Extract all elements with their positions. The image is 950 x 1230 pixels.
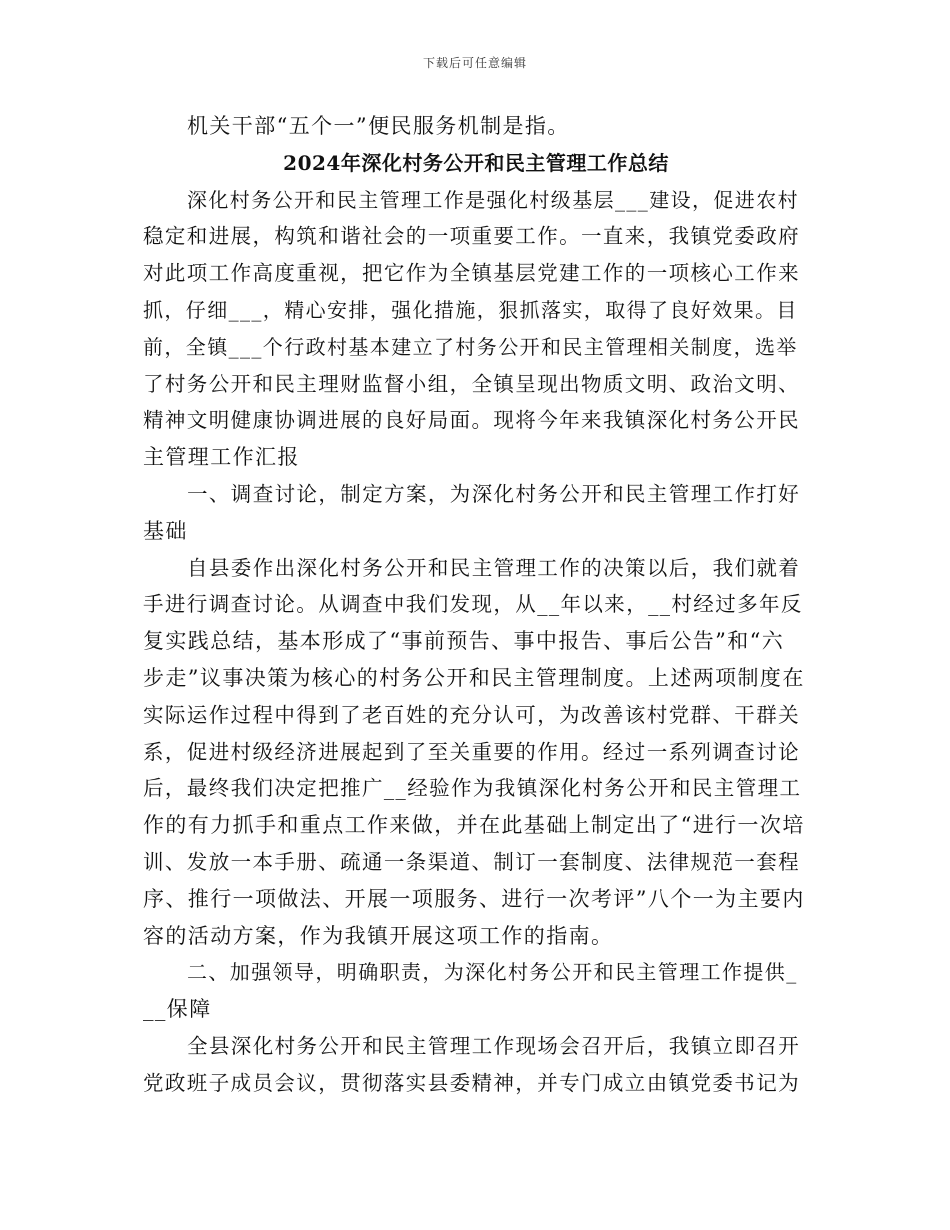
text-line: 全县深化村务公开和民主管理工作现场会召开后，我镇立即召开 — [187, 1033, 801, 1058]
text-line: 对此项工作高度重视，把它作为全镇基层党建工作的一项核心工作来 — [143, 261, 800, 286]
text-line: 了村务公开和民主理财监督小组，全镇呈现出物质文明、政治文明、 — [143, 371, 800, 396]
document-body — [143, 108, 809, 1102]
text-line: 机关干部“五个一”便民服务机制是指。 — [187, 114, 570, 138]
document-title: 2024年深化村务公开和民主管理工作总结 — [283, 150, 669, 175]
text-line: 二、加强领导，明确职责，为深化村务公开和民主管理工作提供_ — [187, 960, 798, 985]
text-line: 自县委作出深化村务公开和民主管理工作的决策以后，我们就着 — [187, 555, 801, 580]
text-line: 一、调查讨论，制定方案，为深化村务公开和民主管理工作打好 — [187, 481, 801, 506]
text-line: 抓，仔细___，精心安排，强化措施，狠抓落实，取得了良好效果。目 — [143, 297, 798, 322]
text-line: 前，全镇___个行政村基本建立了村务公开和民主管理相关制度，选举 — [143, 334, 798, 359]
header-note: 下载后可任意编辑 — [422, 56, 527, 70]
text-line: 党政班子成员会议，贯彻落实县委精神，并专门成立由镇党委书记为 — [143, 1070, 800, 1095]
text-line: 系，促进村级经济进展起到了至关重要的作用。经过一系列调查讨论 — [143, 739, 800, 764]
text-line: 稳定和进展，构筑和谐社会的一项重要工作。一直来，我镇党委政府 — [143, 224, 800, 249]
text-line: 实际运作过程中得到了老百姓的充分认可，为改善该村党群、干群关 — [143, 702, 800, 727]
text-line: 序、推行一项做法、开展一项服务、进行一次考评”八个一为主要内 — [143, 886, 805, 911]
text-line: 主管理工作汇报 — [143, 445, 300, 470]
text-line: 深化村务公开和民主管理工作是强化村级基层___建设，促进农村 — [187, 187, 799, 212]
text-line: 手进行调查讨论。从调查中我们发现，从__年以来，__村经过多年反 — [143, 592, 803, 617]
text-line: 作的有力抓手和重点工作来做，并在此基础上制定出了“进行一次培 — [143, 813, 805, 838]
text-line: 容的活动方案，作为我镇开展这项工作的指南。 — [143, 923, 614, 948]
text-line: 步走”议事决策为核心的村务公开和民主管理制度。上述两项制度在 — [143, 665, 805, 690]
text-line: 训、发放一本手册、疏通一条渠道、制订一套制度、法律规范一套程 — [143, 849, 800, 874]
text-line: __保障 — [143, 997, 212, 1022]
text-line: 精神文明健康协调进展的良好局面。现将今年来我镇深化村务公开民 — [143, 408, 800, 433]
text-line: 后，最终我们决定把推广__经验作为我镇深化村务公开和民主管理工 — [143, 776, 802, 801]
text-line: 复实践总结，基本形成了“事前预告、事中报告、事后公告”和“六 — [143, 629, 785, 654]
text-line: 基础 — [143, 518, 188, 543]
